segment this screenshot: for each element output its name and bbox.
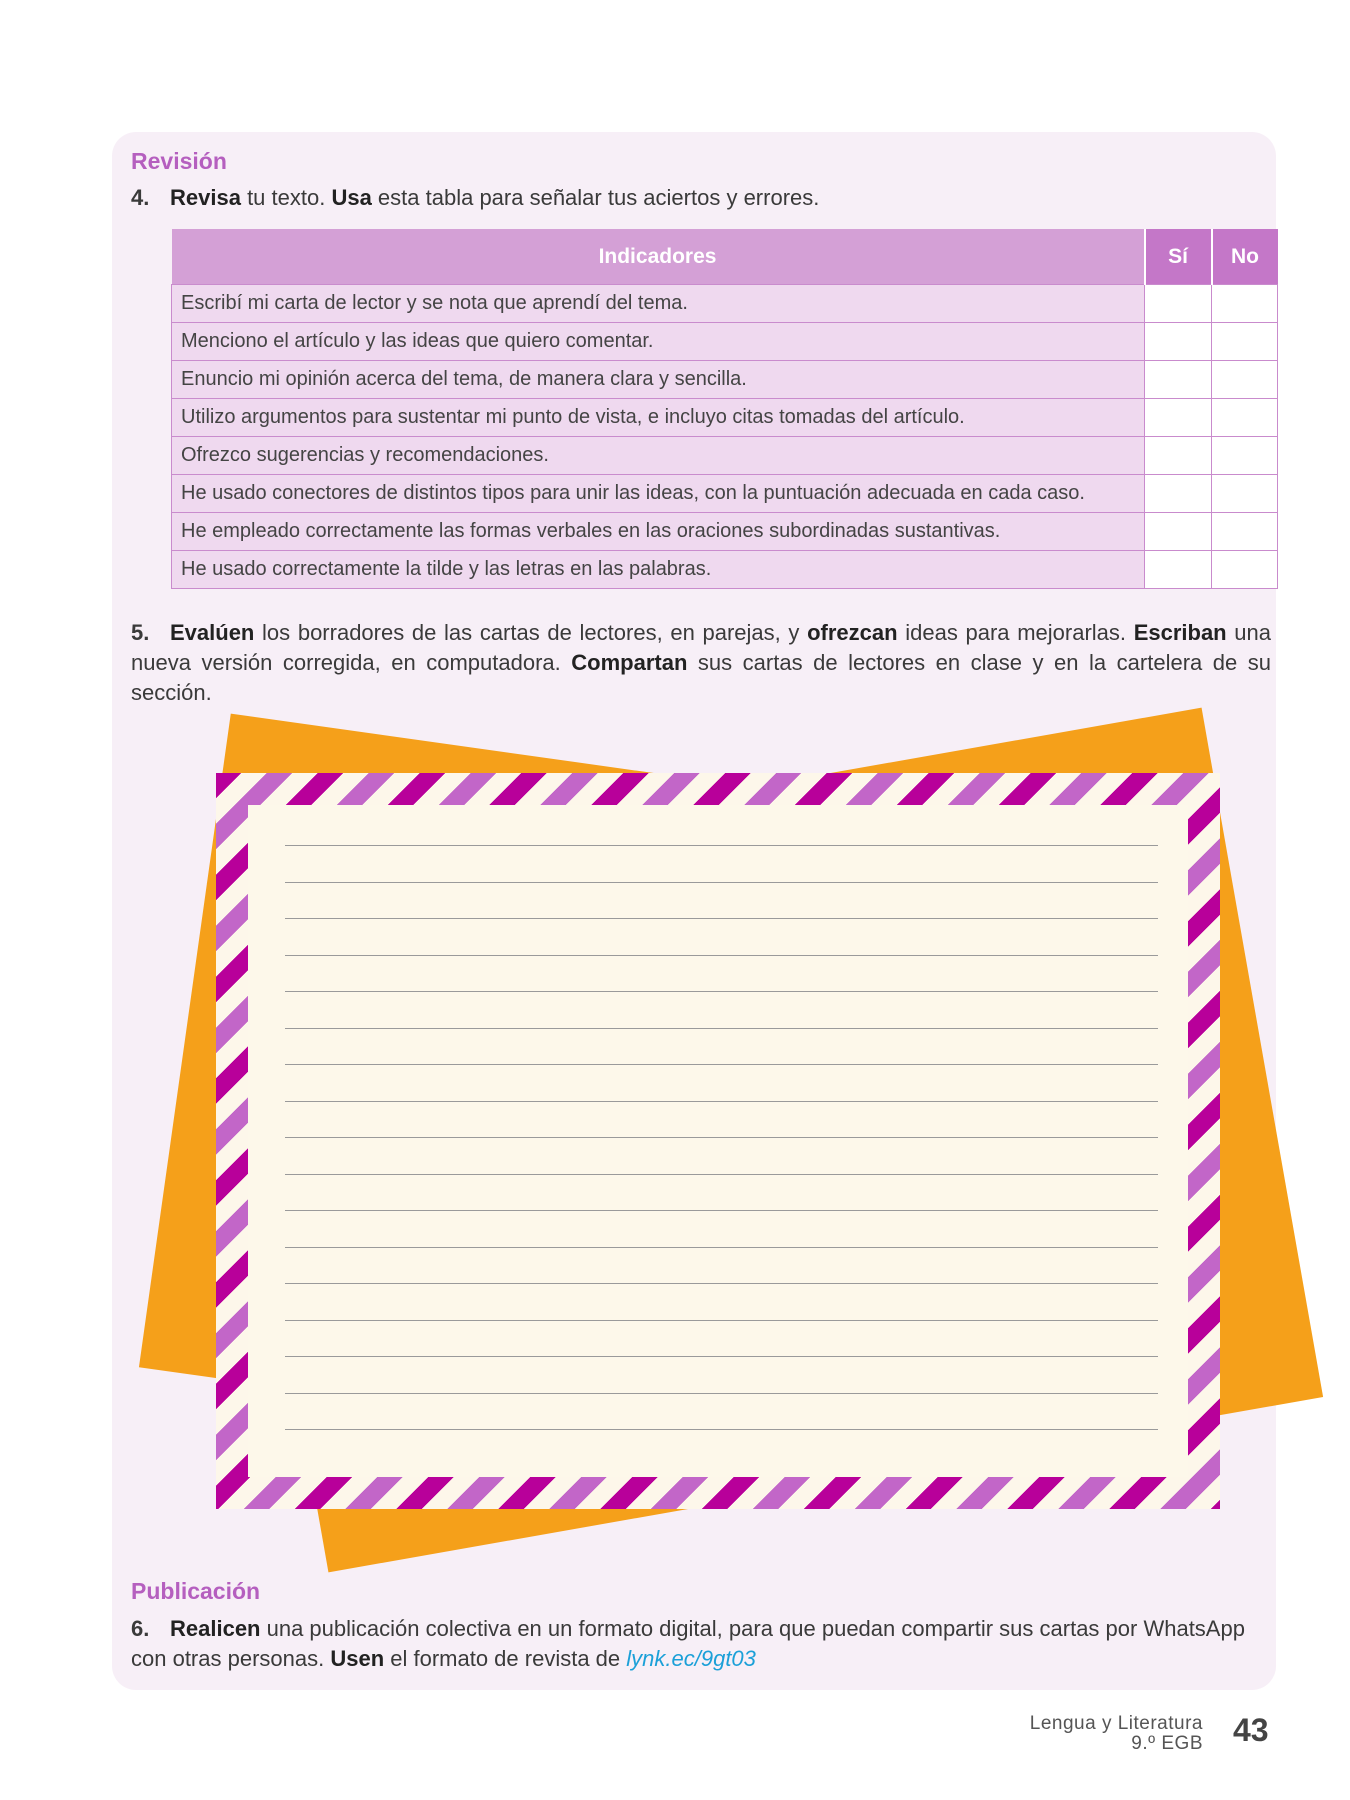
- writing-line: [285, 1174, 1158, 1175]
- page-number: 43: [1233, 1712, 1269, 1748]
- table-row: [172, 475, 1278, 513]
- table-row: [172, 323, 1278, 361]
- item-4: [131, 183, 819, 213]
- item-text: sus cartas de lectores en clase y en la cartelera de su sección.: [131, 650, 1271, 705]
- check-cell-si[interactable]: [1145, 437, 1212, 475]
- item-text: tu texto.: [240, 185, 332, 210]
- check-cell-si[interactable]: [1145, 399, 1212, 437]
- writing-line: [285, 1247, 1158, 1248]
- indicator-text: Ofrezco sugerencias y recomendaciones.: [172, 437, 1145, 475]
- item-6: [131, 1614, 1271, 1674]
- writing-paper[interactable]: [248, 805, 1188, 1477]
- verb-evaluen: Evalúen: [170, 620, 255, 645]
- item-text: una publicación colectiva en un formato digital, para que puedan compartir sus cartas por WhatsApp con otras personas.: [131, 1616, 1245, 1671]
- item-number: 5.: [131, 620, 150, 645]
- check-cell-no[interactable]: [1212, 399, 1278, 437]
- airmail-letter-frame: [216, 773, 1220, 1509]
- table-row: [172, 437, 1278, 475]
- writing-line: [285, 1320, 1158, 1321]
- indicator-text: He usado conectores de distintos tipos para unir las ideas, con la puntuación adecuada en cada caso.: [172, 475, 1145, 513]
- header-si: Sí: [1145, 229, 1212, 285]
- item-text: una nueva versión corregida, en computadora.: [131, 620, 1271, 675]
- writing-line: [285, 1356, 1158, 1357]
- footer-subject: [1030, 1714, 1203, 1754]
- check-cell-no[interactable]: [1212, 475, 1278, 513]
- table-header-row: [172, 229, 1278, 285]
- writing-line: [285, 1028, 1158, 1029]
- table-row: [172, 285, 1278, 323]
- item-text: ideas para mejorarlas.: [897, 620, 1134, 645]
- indicator-text: He empleado correctamente las formas verbales en las oraciones subordinadas sustantivas.: [172, 513, 1145, 551]
- indicator-text: Enuncio mi opinión acerca del tema, de manera clara y sencilla.: [172, 361, 1145, 399]
- item-text: el formato de revista de: [384, 1646, 627, 1671]
- writing-line: [285, 1283, 1158, 1284]
- header-no: No: [1212, 229, 1278, 285]
- indicator-text: Menciono el artículo y las ideas que quiero comentar.: [172, 323, 1145, 361]
- verb-realicen: Realicen: [170, 1616, 261, 1641]
- item-number: 6.: [131, 1616, 150, 1641]
- indicators-table: [171, 229, 1278, 589]
- verb-usa: Usa: [331, 185, 372, 210]
- item-number: 4.: [131, 185, 150, 210]
- verb-compartan: Compartan: [571, 650, 688, 675]
- indicator-text: Utilizo argumentos para sustentar mi punto de vista, e incluyo citas tomadas del artículo.: [172, 399, 1145, 437]
- table-row: [172, 551, 1278, 589]
- check-cell-no[interactable]: [1212, 361, 1278, 399]
- writing-line: [285, 955, 1158, 956]
- writing-line: [285, 1101, 1158, 1102]
- indicator-text: He usado correctamente la tilde y las letras en las palabras.: [172, 551, 1145, 589]
- grade-label: 9.º EGB: [1131, 1733, 1203, 1754]
- verb-usen: Usen: [330, 1646, 385, 1671]
- magazine-link[interactable]: lynk.ec/9gt03: [626, 1646, 756, 1671]
- check-cell-si[interactable]: [1145, 551, 1212, 589]
- check-cell-si[interactable]: [1145, 513, 1212, 551]
- verb-ofrezcan: ofrezcan: [807, 620, 898, 645]
- check-cell-no[interactable]: [1212, 323, 1278, 361]
- check-cell-si[interactable]: [1145, 323, 1212, 361]
- check-cell-si[interactable]: [1145, 285, 1212, 323]
- table-row: [172, 513, 1278, 551]
- indicator-text: Escribí mi carta de lector y se nota que aprendí del tema.: [172, 285, 1145, 323]
- check-cell-si[interactable]: [1145, 361, 1212, 399]
- item-text: los borradores de las cartas de lectores, en parejas, y: [254, 620, 808, 645]
- writing-line: [285, 1137, 1158, 1138]
- verb-revisa: Revisa: [170, 185, 241, 210]
- table-row: [172, 361, 1278, 399]
- verb-escriban: Escriban: [1133, 620, 1227, 645]
- item-5: [131, 618, 1271, 708]
- subject-name: Lengua y Literatura: [1029, 1713, 1203, 1734]
- check-cell-no[interactable]: [1212, 513, 1278, 551]
- writing-line: [285, 991, 1158, 992]
- section-title-revision: Revisión: [131, 148, 227, 174]
- writing-line: [285, 882, 1158, 883]
- writing-line: [285, 918, 1158, 919]
- writing-line: [285, 845, 1158, 846]
- table-row: [172, 399, 1278, 437]
- writing-line: [285, 1064, 1158, 1065]
- item-text: esta tabla para señalar tus aciertos y errores.: [371, 185, 820, 210]
- header-indicadores: Indicadores: [172, 229, 1145, 285]
- writing-line: [285, 1429, 1158, 1430]
- writing-line: [285, 1393, 1158, 1394]
- writing-line: [285, 1210, 1158, 1211]
- check-cell-si[interactable]: [1145, 475, 1212, 513]
- check-cell-no[interactable]: [1212, 285, 1278, 323]
- section-title-publicacion: Publicación: [131, 1578, 261, 1604]
- check-cell-no[interactable]: [1212, 437, 1278, 475]
- check-cell-no[interactable]: [1212, 551, 1278, 589]
